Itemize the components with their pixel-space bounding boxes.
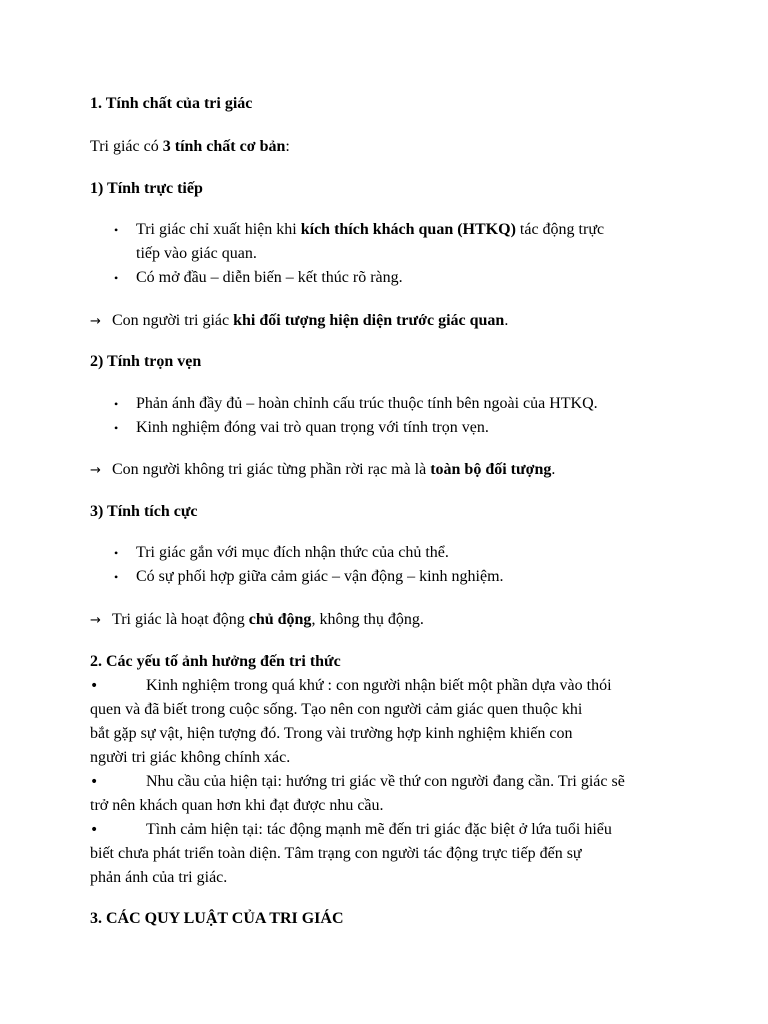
bullet-icon: • xyxy=(114,271,119,285)
list-item: • Có mở đầu – diễn biến – kết thúc rõ ràng. xyxy=(90,266,690,290)
bullet-icon: • xyxy=(114,223,119,237)
bullet-icon: • xyxy=(90,774,99,790)
factor-1-line: bắt gặp sự vật, hiện tượng đó. Trong vài trường hợp kinh nghiệm khiến con xyxy=(90,725,573,742)
property-2-conclusion: → Con người không tri giác từng phần rời rạc mà là toàn bộ đối tượng. xyxy=(90,460,555,481)
bullet-icon: • xyxy=(90,678,99,694)
factor-3-line: • Tình cảm hiện tại: tác động mạnh mẽ đến tri giác đặc biệt ở lứa tuổi hiểu xyxy=(90,818,672,842)
property-3-list xyxy=(90,541,690,589)
arrow-icon: → xyxy=(90,314,101,329)
property-3-title: 3) Tính tích cực xyxy=(90,503,198,520)
list-item: • Tri giác chỉ xuất hiện khi kích thích khách quan (HTKQ) tác động trực tiếp vào giác quan. xyxy=(90,218,690,266)
factor-3-line: phản ánh của tri giác. xyxy=(90,869,228,886)
bullet-icon: • xyxy=(114,397,119,411)
factor-2-line: • Nhu cầu của hiện tại: hướng tri giác về thứ con người đang cần. Tri giác sẽ xyxy=(90,770,672,794)
list-item: • Tri giác gắn với mục đích nhận thức của chủ thể. xyxy=(90,541,690,565)
bullet-icon: • xyxy=(114,570,119,584)
arrow-icon: → xyxy=(90,463,101,478)
list-item: • Kinh nghiệm đóng vai trò quan trọng với tính trọn vẹn. xyxy=(90,416,690,440)
factor-1-line: người tri giác không chính xác. xyxy=(90,749,291,766)
property-1-conclusion: → Con người tri giác khi đối tượng hiện diện trước giác quan. xyxy=(90,311,508,332)
bullet-icon: • xyxy=(90,822,99,838)
bullet-icon: • xyxy=(114,546,119,560)
factor-1-line: • Kinh nghiệm trong quá khứ : con người nhận biết một phần dựa vào thói xyxy=(90,674,672,698)
section-2-title: 2. Các yếu tố ảnh hưởng đến tri thức xyxy=(90,653,341,670)
section-1-intro: Tri giác có 3 tính chất cơ bản: xyxy=(90,138,290,155)
property-1-title: 1) Tính trực tiếp xyxy=(90,180,203,197)
factor-2-line: trở nên khách quan hơn khi đạt được nhu cầu. xyxy=(90,797,384,814)
property-3-conclusion: → Tri giác là hoạt động chủ động, không thụ động. xyxy=(90,610,424,631)
bullet-icon: • xyxy=(114,421,119,435)
section-1-title: 1. Tính chất của tri giác xyxy=(90,95,253,112)
arrow-icon: → xyxy=(90,613,101,628)
section-2-factors xyxy=(90,674,672,890)
list-item: • Có sự phối hợp giữa cảm giác – vận động – kinh nghiệm. xyxy=(90,565,690,589)
section-3-title: 3. CÁC QUY LUẬT CỦA TRI GIÁC xyxy=(90,910,344,927)
factor-1-line: quen và đã biết trong cuộc sống. Tạo nên con người cảm giác quen thuộc khi xyxy=(90,701,583,718)
property-1-list xyxy=(90,218,690,290)
property-2-list xyxy=(90,392,690,440)
list-item: • Phản ánh đầy đủ – hoàn chỉnh cấu trúc thuộc tính bên ngoài của HTKQ. xyxy=(90,392,690,416)
factor-3-line: biết chưa phát triển toàn diện. Tâm trạng con người tác động trực tiếp đến sự xyxy=(90,845,582,862)
property-2-title: 2) Tính trọn vẹn xyxy=(90,353,202,370)
